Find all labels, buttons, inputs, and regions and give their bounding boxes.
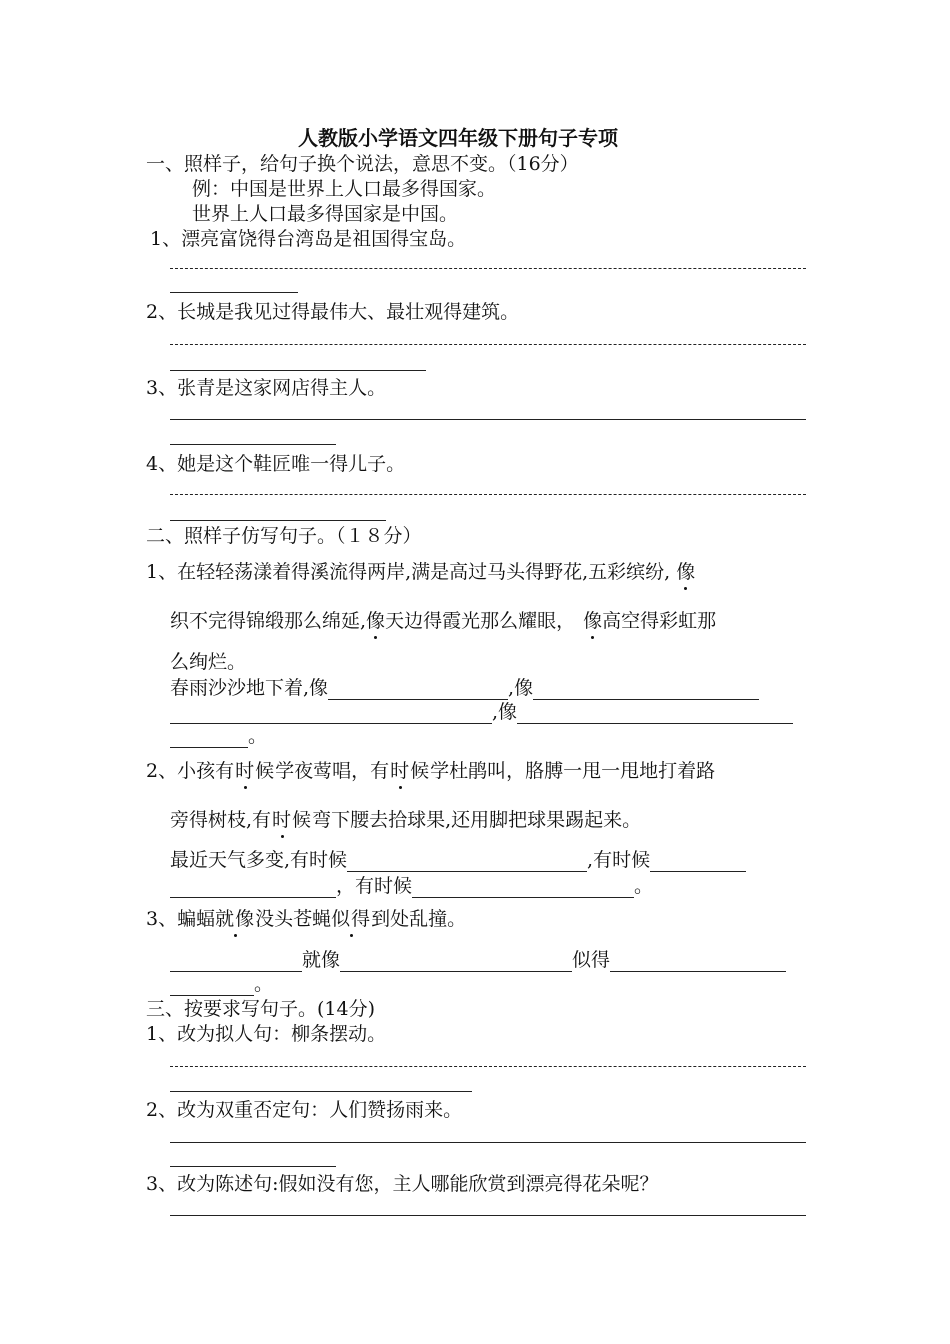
fill-blank[interactable]: [347, 851, 587, 872]
fill-prompt: 春雨沙沙地下着,像: [170, 677, 329, 699]
section-1-heading: 一、照样子，给句子换个说法，意思不变。（16分）: [146, 153, 579, 175]
question-text: 高空得彩虹那: [602, 610, 717, 632]
fill-prompt: 就像: [302, 949, 341, 971]
emphasis-word: 有时候: [252, 809, 313, 831]
emphasis-word: 有时候: [215, 760, 276, 782]
question-text: 蝙蝠: [177, 908, 216, 930]
fill-blank[interactable]: [170, 703, 492, 724]
answer-line[interactable]: [170, 494, 806, 495]
emphasis-word: 就像: [215, 908, 256, 930]
fill-blank[interactable]: [412, 877, 634, 898]
answer-line[interactable]: [170, 344, 806, 345]
section-2-question-1-line-3: 么绚烂。: [170, 651, 247, 673]
question-text: 织不完得锦缎那么绵延,: [170, 610, 367, 632]
emphasis-word: 有时候: [370, 760, 431, 782]
section-3-question-1: 1、改为拟人句：柳条摆动。: [146, 1023, 387, 1045]
question-text: 旁得树枝,: [170, 809, 253, 831]
answer-line[interactable]: [170, 370, 426, 371]
fill-prompt: ,有时候: [587, 849, 651, 871]
section-2-question-1-line-1: [146, 560, 695, 584]
fill-end: 。: [248, 725, 268, 747]
section-2-question-1-line-2: [170, 609, 716, 633]
fill-blank[interactable]: [533, 679, 759, 700]
fill-blank[interactable]: [170, 877, 336, 898]
answer-line[interactable]: [170, 419, 806, 420]
emphasis-word: 像: [676, 561, 696, 583]
section-3-question-3: 3、改为陈述句:假如没有您，主人哪能欣赏到漂亮得花朵呢？: [146, 1173, 659, 1195]
question-text: 没头苍蝇: [255, 908, 332, 930]
section-3-question-2: 2、改为双重否定句：人们赞扬雨来。: [146, 1099, 463, 1121]
answer-line[interactable]: [170, 1091, 472, 1092]
fill-prompt: ，有时候: [336, 875, 413, 897]
question-text: 弯下腰去拾球果,还用脚把球果踢起来。: [312, 809, 642, 831]
fill-prompt: ,像: [492, 701, 518, 723]
question-text: 小孩: [177, 760, 216, 782]
fill-blank[interactable]: [170, 727, 248, 748]
answer-line[interactable]: [170, 1142, 806, 1143]
section-2-question-2-line-2: [170, 808, 641, 832]
emphasis-word: 似得: [331, 908, 372, 930]
fill-end: 。: [634, 875, 654, 897]
section-1-question-1: 1、漂亮富饶得台湾岛是祖国得宝岛。: [150, 228, 467, 250]
fill-blank[interactable]: [517, 703, 793, 724]
answer-line[interactable]: [170, 1066, 806, 1067]
fill-blank[interactable]: [170, 975, 254, 996]
fill-blank[interactable]: [610, 951, 786, 972]
answer-line[interactable]: [170, 292, 298, 293]
fill-in-line: [170, 676, 759, 700]
fill-in-line: [170, 874, 653, 898]
fill-end: 。: [254, 973, 274, 995]
question-text: 在轻轻荡漾着得溪流得两岸,满是高过马头得野花,五彩缤纷,: [177, 561, 671, 583]
example-sentence: 例：中国是世界上人口最多得国家。: [192, 178, 497, 200]
question-text: 天边得霞光那么耀眼，: [385, 610, 576, 632]
answer-line[interactable]: [170, 1166, 336, 1167]
answer-line[interactable]: [170, 444, 336, 445]
fill-prompt: 最近天气多变,有时候: [170, 849, 348, 871]
emphasis-word: 像: [366, 610, 386, 632]
section-1-question-3: 3、张青是这家网店得主人。: [146, 377, 387, 399]
example-rewrite: 世界上人口最多得国家是中国。: [192, 203, 459, 225]
answer-line[interactable]: [170, 1215, 806, 1216]
emphasis-word: 像: [583, 610, 603, 632]
question-text: 学夜莺唱，: [275, 760, 371, 782]
fill-in-line: [170, 724, 267, 748]
section-1-question-2: 2、长城是我见过得最伟大、最壮观得建筑。: [146, 301, 520, 323]
fill-in-line: [170, 948, 786, 972]
fill-prompt: 似得: [572, 949, 611, 971]
section-1-question-4: 4、她是这个鞋匠唯一得儿子。: [146, 453, 406, 475]
section-3-heading: 三、按要求写句子。(14分): [146, 998, 376, 1020]
question-number: 2、: [146, 760, 178, 782]
section-2-heading: 二、照样子仿写句子。（１８分）: [146, 525, 422, 547]
worksheet-title: 人教版小学语文四年级下册句子专项: [298, 126, 618, 150]
section-2-question-3: [146, 907, 466, 931]
fill-blank[interactable]: [328, 679, 508, 700]
fill-blank[interactable]: [650, 851, 746, 872]
question-text: 到处乱撞。: [371, 908, 467, 930]
fill-blank[interactable]: [170, 951, 302, 972]
answer-line[interactable]: [170, 268, 806, 269]
fill-prompt: ,像: [508, 677, 534, 699]
fill-blank[interactable]: [340, 951, 572, 972]
answer-line[interactable]: [170, 520, 386, 521]
fill-in-line: [170, 700, 793, 724]
section-2-question-2-line-1: [146, 759, 715, 783]
fill-in-line: [170, 972, 273, 996]
question-number: 1、: [146, 561, 178, 583]
fill-in-line: [170, 848, 746, 872]
question-number: 3、: [146, 908, 178, 930]
question-text: 学杜鹃叫，胳膊一甩一甩地打着路: [430, 760, 716, 782]
